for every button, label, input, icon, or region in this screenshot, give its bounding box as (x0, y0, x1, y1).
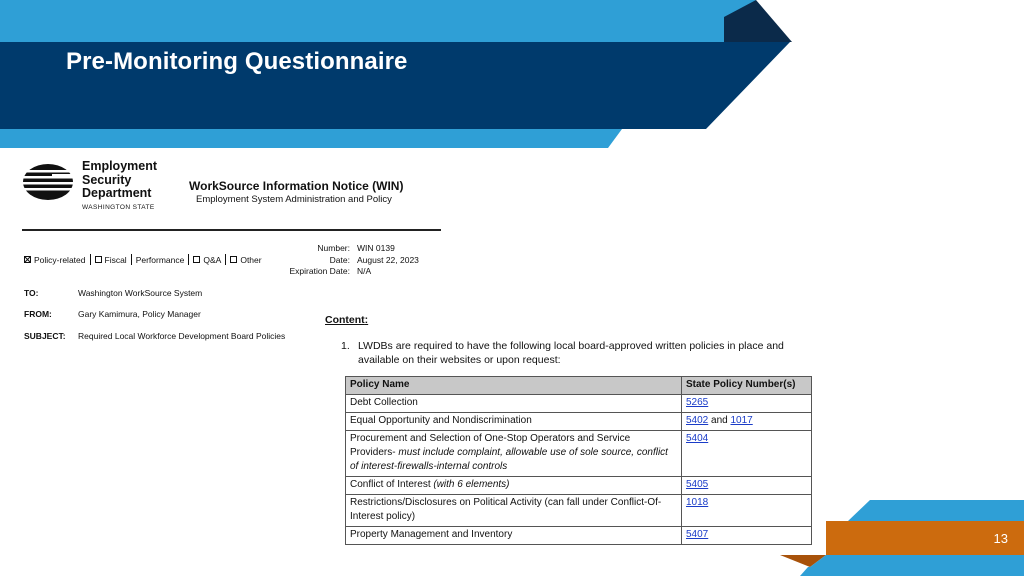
policy-link[interactable]: 5405 (686, 479, 709, 490)
policy-link[interactable]: 5407 (686, 529, 709, 540)
divider (131, 254, 132, 265)
checkbox-performance: Performance (135, 254, 185, 265)
policy-link[interactable]: 1017 (730, 415, 753, 426)
policy-link[interactable]: 5402 (686, 415, 709, 426)
logo-line-2: Security (82, 172, 132, 187)
number-label: Number: (317, 243, 350, 253)
esd-stripes-logo-icon (22, 162, 78, 202)
policy-name-text: Conflict of Interest (350, 479, 431, 490)
notice-date: August 22, 2023 (357, 254, 419, 265)
policy-link[interactable]: 1018 (686, 497, 709, 508)
policy-name-cell (346, 477, 682, 495)
policy-name-cell: Equal Opportunity and Nondiscrimination (346, 413, 682, 431)
logo-line-1: Employment (82, 159, 158, 173)
from-value: Gary Kamimura, Policy Manager (78, 309, 201, 319)
policy-name-cell: Debt Collection (346, 395, 682, 413)
notice-expiration: N/A (357, 266, 372, 276)
table-row (346, 431, 812, 477)
policy-number-cell (682, 477, 812, 495)
date-label: Date: (329, 254, 350, 265)
policy-joiner: and (711, 415, 728, 426)
policy-name-cell: Restrictions/Disclosures on Political Activity (can fall under Conflict-Of-Interest policy) (346, 495, 682, 527)
policy-note: (with 6 elements) (433, 479, 510, 490)
subject-value: Required Local Workforce Development Board Policies (78, 331, 286, 341)
from-label: FROM: (24, 309, 52, 319)
col-header-policy-name: Policy Name (346, 377, 682, 395)
to-value: Washington WorkSource System (78, 288, 203, 298)
subject-row (24, 331, 304, 341)
table-row (346, 527, 812, 545)
table-row (346, 395, 812, 413)
to-label: TO: (24, 288, 39, 298)
logo-line-3: Department (82, 186, 152, 200)
checkbox-policy-related: Policy-related (24, 255, 86, 265)
footer-light-band-mid (810, 555, 1024, 567)
list-item-number: 1. (341, 340, 350, 352)
from-row (24, 309, 201, 319)
content-heading: Content: (325, 314, 369, 326)
table-row (346, 477, 812, 495)
policy-name-cell: Property Management and Inventory (346, 527, 682, 545)
divider (225, 254, 226, 265)
banner-bottom-light-band (0, 129, 622, 148)
checked-box-icon (24, 256, 31, 263)
unchecked-box-icon (95, 256, 102, 263)
col-header-state-policy: State Policy Number(s) (682, 377, 812, 395)
table-header-row (346, 377, 812, 395)
footer-light-band-top (848, 500, 1024, 521)
notice-title: WorkSource Information Notice (WIN) (189, 179, 404, 193)
unchecked-box-icon (193, 256, 200, 263)
notice-meta-values (357, 243, 419, 278)
slide-title: Pre-Monitoring Questionnaire (66, 48, 408, 75)
checkbox-qa: Q&A (193, 255, 221, 265)
policy-number-cell (682, 413, 812, 431)
table-row (346, 413, 812, 431)
list-item-text: LWDBs are required to have the following local board-approved written policies in place and available on their websites or upon request: (358, 340, 784, 366)
unchecked-box-icon (230, 256, 237, 263)
to-row (24, 288, 202, 298)
policy-name-cell (346, 431, 682, 477)
footer-light-band-bottom (800, 567, 1024, 576)
divider (90, 254, 91, 265)
subject-label: SUBJECT: (24, 331, 66, 341)
notice-number: WIN 0139 (357, 243, 395, 253)
policy-number-cell (682, 431, 812, 477)
table-row (346, 495, 812, 527)
checkbox-fiscal: Fiscal (95, 255, 127, 265)
policy-note: must include complaint, allowable use of sole source, conflict of interest-firewalls-internal controls (350, 447, 668, 472)
notice-type-checkboxes (24, 254, 262, 265)
policy-name-text: Procurement and Selection of One-Stop Operators and Service Providers- (350, 433, 631, 458)
expiration-label: Expiration Date: (289, 266, 350, 276)
checkbox-other: Other (230, 255, 261, 265)
notice-meta-labels (276, 243, 350, 278)
header-divider (22, 229, 441, 231)
esd-logo-text (82, 160, 157, 201)
policy-link[interactable]: 5404 (686, 433, 709, 444)
banner-top-light-band (0, 0, 756, 42)
content-list-item (341, 339, 811, 367)
policy-link[interactable]: 5265 (686, 397, 709, 408)
logo-subtitle: WASHINGTON STATE (82, 204, 155, 211)
notice-subtitle: Employment System Administration and Policy (196, 194, 392, 205)
divider (188, 254, 189, 265)
policy-table (345, 376, 812, 545)
policy-number-cell (682, 395, 812, 413)
page-number: 13 (826, 521, 1024, 555)
